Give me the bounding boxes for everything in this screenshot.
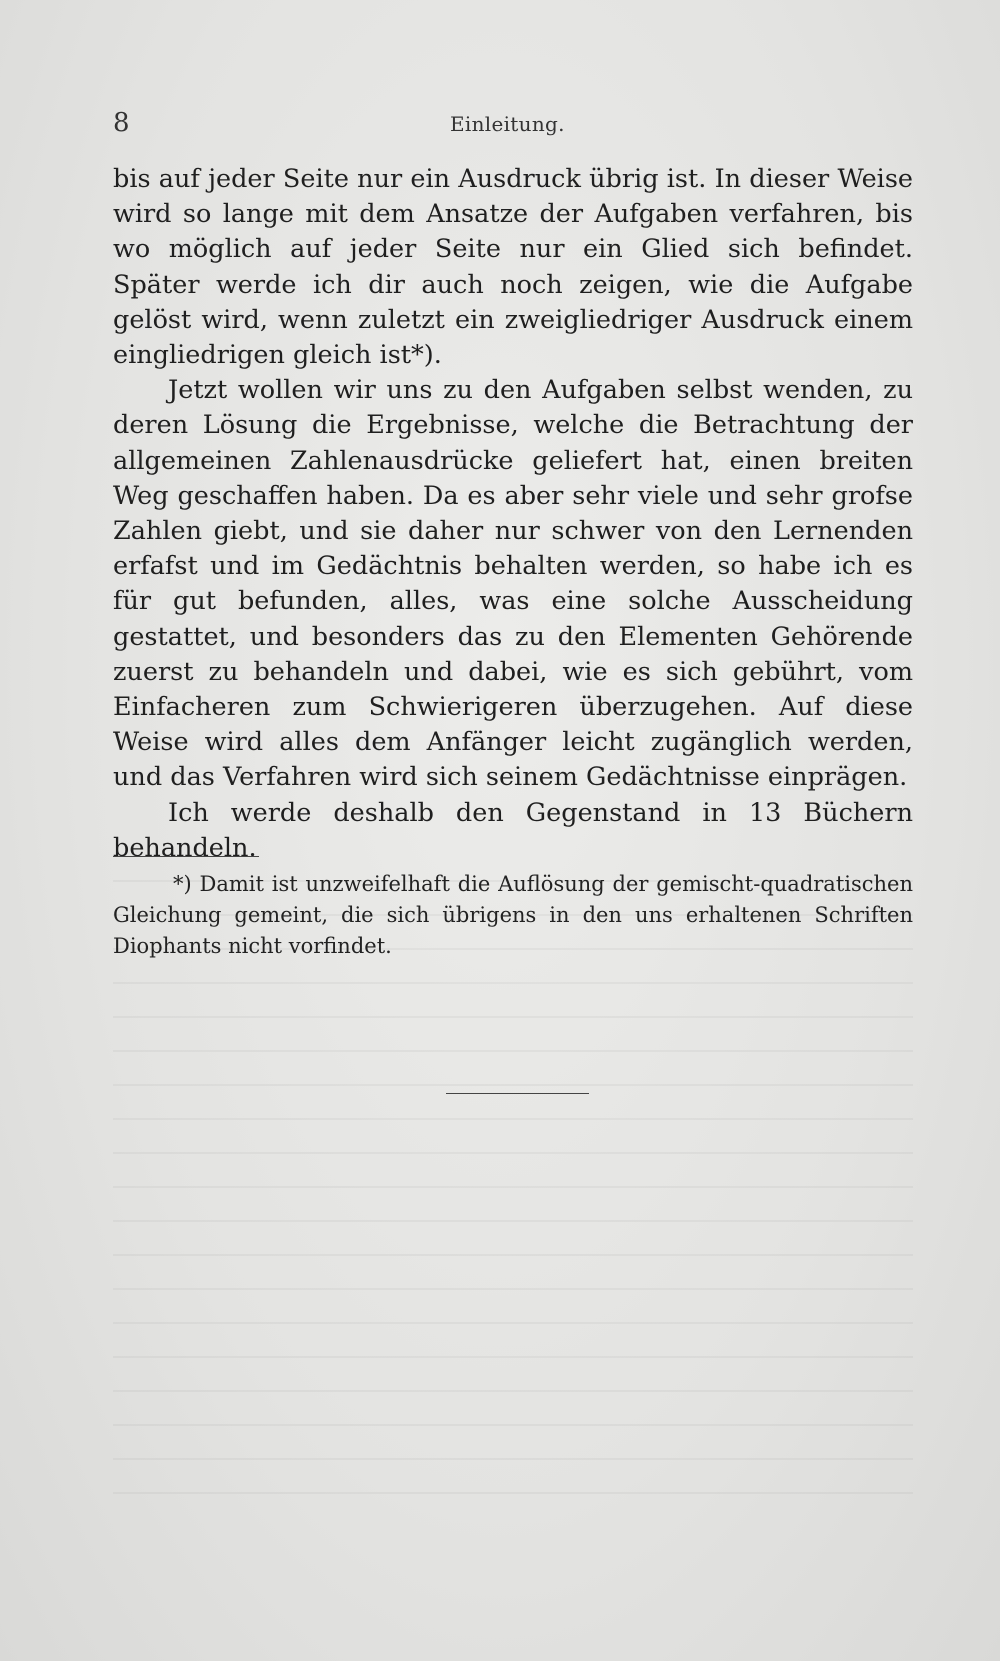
- paragraph-3: Ich werde deshalb den Gegenstand in 13 Büchern behandeln.: [113, 797, 913, 863]
- page-header: [113, 108, 913, 144]
- show-through-texture: [113, 880, 913, 1500]
- paragraph-1: bis auf jeder Seite nur ein Ausdruck übrig ist. In dieser Weise wird so lange mit dem Ansatze der Aufgaben verfahren, bis wo möglich auf jeder Seite nur ein Glied sich befindet. Später werde ich dir auch noch zeigen, wie die Aufgabe gelöst wird, wenn zuletzt ein zweigliedriger Ausdruck einem eingliedrigen gleich ist*).: [113, 164, 913, 371]
- footnote-rule: [113, 856, 259, 857]
- end-of-section-rule: [446, 1093, 589, 1094]
- main-text: [113, 162, 913, 866]
- running-head: Einleitung.: [450, 112, 565, 136]
- page-number: 8: [113, 108, 130, 138]
- footnote: [113, 869, 913, 962]
- paragraph-2: Jetzt wollen wir uns zu den Aufgaben selbst wenden, zu deren Lösung die Ergebnisse, welche die Betrachtung der allgemeinen Zahlenausdrücke geliefert hat, einen breiten Weg geschaffen haben. Da es aber sehr viele und sehr grofse Zahlen giebt, und sie daher nur schwer von den Lernenden erfafst und im Gedächtnis behalten werden, so habe ich es für gut befunden, alles, was eine solche Ausscheidung gestattet, und besonders das zu den Elementen Gehörende zuerst zu behandeln und dabei, wie es sich gebührt, vom Einfacheren zum Schwierigeren überzugehen. Auf diese Weise wird alles dem Anfänger leicht zugänglich werden, und das Verfahren wird sich seinem Gedächtnisse einprägen.: [113, 375, 913, 793]
- footnote-text: *) Damit ist unzweifelhaft die Auflösung der gemischt-quadratischen Gleichung gemeint, die sich übrigens in den uns erhaltenen Schriften Diophants nicht vorfindet.: [113, 872, 913, 958]
